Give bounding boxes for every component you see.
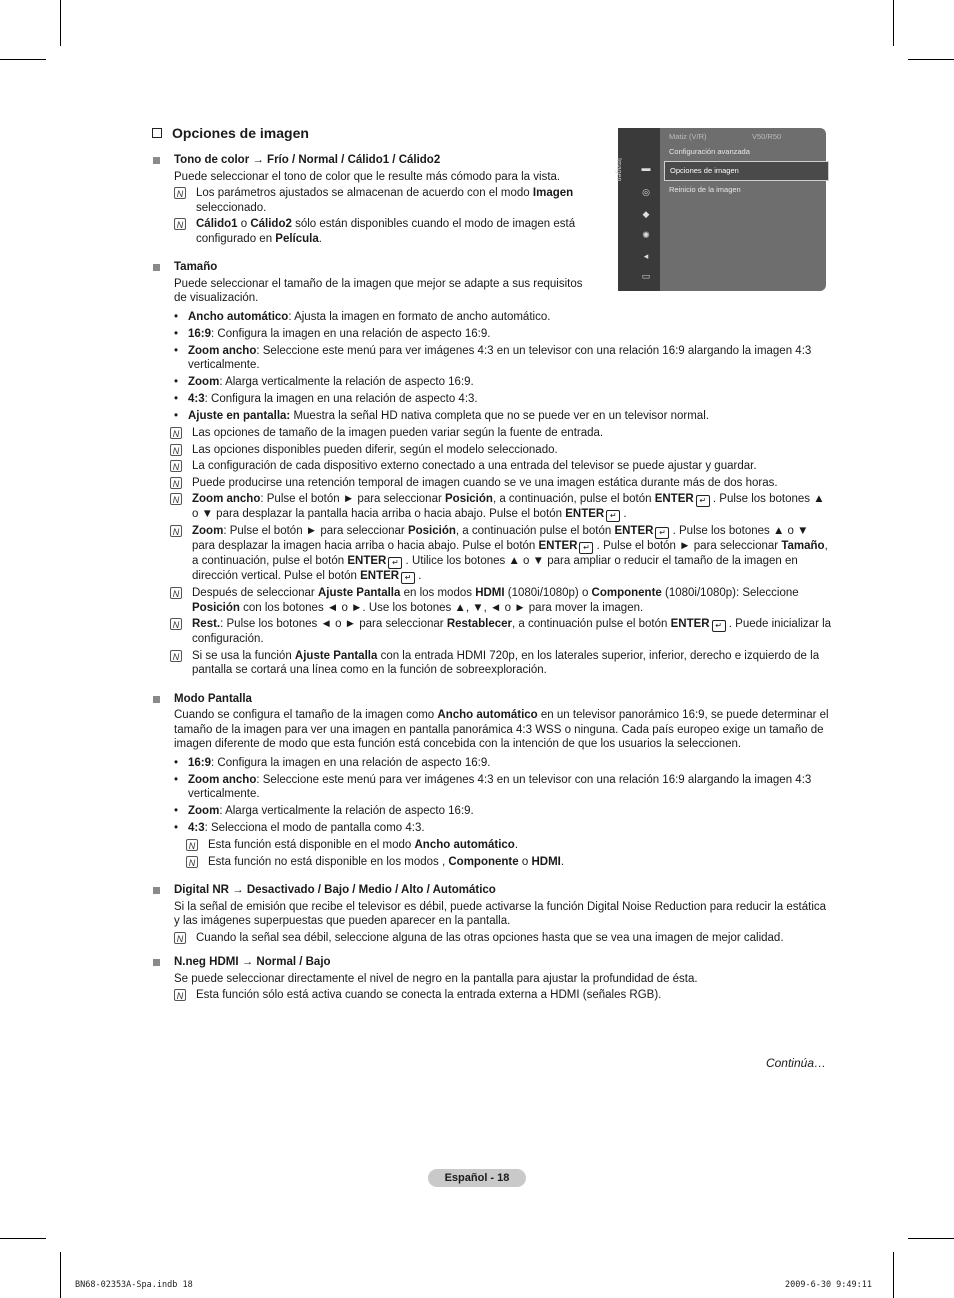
note-text: Tamaño (781, 540, 825, 552)
sound-icon: ◎ (642, 187, 650, 197)
continued-label: Continúa… (765, 1056, 826, 1070)
crop-mark (60, 1252, 61, 1298)
item-desc: Puede seleccionar el tono de color que le resulte más cómodo para la vista. (174, 170, 561, 183)
note-text: Después de seleccionar (192, 587, 318, 599)
section-title (152, 125, 309, 141)
note-text: ENTER (565, 508, 605, 520)
note-text: ENTER (347, 555, 387, 567)
note-text: Película (275, 232, 319, 245)
note (186, 855, 832, 870)
item-desc-text: Cuando se configura el tamaño de la imagen como (174, 709, 438, 721)
note-text: Cuando la señal sea débil, seleccione alguna de las otras opciones hasta que se vea una imagen de mejor calidad. (196, 931, 784, 944)
note (174, 988, 832, 1003)
note-text: , a continuación, pulse el botón (192, 540, 828, 567)
item-title: Modo Pantalla (174, 692, 252, 705)
crop-mark (0, 1238, 46, 1239)
item-desc (174, 708, 832, 752)
note-icon: N (170, 427, 182, 439)
list-item-text: Muestra la señal HD nativa completa que no se puede ver en un televisor normal. (290, 410, 709, 422)
note-text: . Utilice los botones ▲ o ▼ para ampliar o reducir el tamaño de la imagen en dirección vertical. Pulse el botón (192, 555, 798, 582)
enter-icon: ↵ (696, 495, 710, 507)
page-number-badge: Español - 18 (428, 1169, 526, 1187)
bullet-list (174, 310, 832, 424)
setup-icon: ✺ (642, 230, 650, 240)
crop-mark (0, 59, 46, 60)
note-text: Zoom ancho (192, 493, 261, 505)
note-text: Posición (192, 601, 240, 614)
note (170, 476, 832, 491)
picture-icon: ▬ (641, 163, 651, 173)
note-text: , a continuación pulse el botón (512, 618, 671, 630)
section-title-text: Opciones de imagen (172, 125, 309, 141)
bullet-list (174, 756, 832, 836)
note-text: . (560, 855, 565, 868)
note-text: HDMI (475, 587, 505, 599)
note (170, 617, 832, 647)
item-title: Tono de color → Frío / Normal / Cálido1 / Cálido2 (174, 154, 441, 166)
note-icon: N (170, 444, 182, 456)
tv-menu-row-value: V50/R50 (752, 132, 782, 141)
note-text: Rest. (192, 618, 221, 630)
list-item-text: : Configura la imagen en una relación de aspecto 4:3. (204, 393, 478, 405)
note-text: Esta función está disponible en el modo (208, 839, 415, 851)
list-item-bold: Zoom (188, 805, 220, 817)
note-text: Esta función no está disponible en los modos , (208, 855, 449, 868)
note (170, 426, 832, 441)
crop-mark (908, 1238, 954, 1239)
note-text: ENTER (538, 540, 578, 552)
note-text: Posición (445, 493, 493, 505)
note-text: ENTER (654, 493, 694, 505)
item-desc-text: Ancho automático (437, 709, 538, 721)
bullet-square-icon (153, 157, 160, 164)
list-item-bold: 16:9 (188, 327, 212, 340)
note-text: Posición (407, 525, 456, 537)
note-text: Si se usa la función (192, 649, 295, 662)
note-icon: N (170, 650, 182, 662)
note-text: Las opciones disponibles pueden diferir, según el modelo seleccionado. (192, 443, 558, 456)
enter-icon: ↵ (401, 572, 415, 584)
note-text: o (237, 218, 251, 230)
note-text: en los modos (400, 587, 476, 599)
list-item (174, 375, 832, 390)
enter-icon: ↵ (712, 620, 726, 632)
item-nneg-hdmi (152, 955, 832, 1003)
note-text: : Pulse los botones ◄ o ► para seleccionar (220, 618, 447, 630)
list-item-text: : Ajusta la imagen en formato de ancho automático. (288, 310, 551, 323)
note-text: Esta función sólo está activa cuando se conecta la entrada externa a HDMI (señales RGB). (196, 989, 662, 1001)
note-text: : Pulse el botón ► para seleccionar (223, 525, 408, 537)
note-text: HDMI (531, 855, 561, 868)
list-item (174, 756, 832, 771)
crop-mark (893, 1252, 894, 1298)
note (174, 186, 614, 215)
list-item-bold: Zoom ancho (188, 344, 257, 357)
note-icon: N (170, 587, 182, 599)
bullet-square-icon (153, 696, 160, 703)
note-icon: N (174, 218, 186, 230)
note-icon: N (186, 839, 198, 851)
list-item-text: : Seleccione este menú para ver imágenes 4:3 en un televisor con una relación 16:9 alargando la imagen 4:3 verticalmente. (188, 773, 812, 800)
note (170, 524, 832, 584)
list-item-text: : Configura la imagen en una relación de aspecto 16:9. (211, 756, 491, 769)
note-text: con la entrada HDMI 720p, en los laterales superior, inferior, derecho e izquierdo de la pantalla se cortará una línea como en la función de sobreexploración. (192, 649, 820, 676)
tv-menu-row-label: Configuración avanzada (669, 147, 750, 156)
checkbox-icon (152, 128, 162, 138)
enter-icon: ↵ (606, 510, 620, 522)
list-item (174, 409, 832, 424)
note-text: . (318, 232, 322, 245)
bullet-square-icon (153, 887, 160, 894)
note-text: (1080i/1080p) o (504, 587, 592, 599)
tv-menu-row-label: Matiz (V/R) (669, 132, 707, 141)
note (170, 586, 832, 615)
item-desc: Puede seleccionar el tamaño de la imagen que mejor se adapte a sus requisitos de visualización. (174, 277, 583, 304)
note-text: . (514, 839, 519, 851)
list-item-bold: Ancho automático (188, 310, 289, 323)
item-desc-text: en un televisor panorámico 16:9, se puede determinar el tamaño de la imagen para ver una imagen en pantalla panorámica 4:3 WSS o ninguna. Cada país europeo exige un tamaño de imagen diferente de modo que esta función está concebida con la intención de que los usuarios la seleccionen. (174, 709, 829, 750)
item-title: Digital NR → Desactivado / Bajo / Medio / Alto / Automático (174, 884, 496, 896)
list-item (174, 821, 832, 836)
note-text: Ajuste Pantalla (317, 587, 401, 599)
note-text: ENTER (614, 525, 654, 537)
list-item (174, 392, 832, 407)
item-tono-de-color (152, 153, 614, 246)
note-text: sólo están disponibles cuando el modo de imagen está configurado en (196, 218, 576, 245)
item-desc: Si la señal de emisión que recibe el televisor es débil, puede activarse la función Digital Noise Reduction para reducir la estática y las imágenes superpuestas que pueden aparecer en la pantalla. (174, 900, 827, 927)
item-digital-nr (152, 883, 832, 945)
note-icon: N (174, 187, 186, 199)
note-text: . Pulse el botón ► para seleccionar (593, 540, 782, 552)
enter-icon: ↵ (579, 542, 593, 554)
print-date-info: 2009-6-30 9:49:11 (785, 1280, 872, 1290)
list-item (174, 804, 832, 819)
application-icon: ▭ (641, 271, 651, 281)
list-item (174, 773, 832, 802)
note-text: (1080i/1080p): Seleccione (661, 587, 799, 599)
note-text: La configuración de cada dispositivo externo conectado a una entrada del televisor se puede ajustar y guardar. (192, 460, 757, 472)
note-text: ENTER (670, 618, 710, 630)
note-text: seleccionado. (196, 201, 267, 214)
note-text: ENTER (360, 570, 400, 582)
list-item (174, 344, 832, 373)
note-text: Ancho automático (414, 839, 515, 851)
item-title: Tamaño (174, 261, 218, 273)
item-title: N.neg HDMI → Normal / Bajo (174, 956, 331, 968)
item-modo-pantalla (152, 692, 832, 870)
tv-menu-row-label: Opciones de imagen (670, 166, 739, 175)
note-text: Los parámetros ajustados se almacenan de acuerdo con el modo (196, 187, 533, 199)
enter-icon: ↵ (655, 527, 669, 539)
note-text: o (518, 855, 532, 868)
note-text: Cálido1 (196, 218, 238, 230)
crop-mark (908, 59, 954, 60)
list-item-bold: 16:9 (188, 756, 212, 769)
list-item-text: : Configura la imagen en una relación de aspecto 16:9. (211, 327, 491, 340)
tv-menu-row-label: Reinicio de la imagen (669, 185, 741, 194)
input-icon: ◂ (643, 251, 649, 261)
main-content (152, 153, 832, 1013)
crop-mark (60, 0, 61, 46)
list-item-bold: Zoom (188, 376, 220, 388)
list-item (174, 310, 832, 325)
note-icon: N (174, 932, 186, 944)
note-icon: N (170, 618, 182, 630)
note-text: con los botones ◄ o ►. Use los botones ▲, ▼, ◄ o ► para mover la imagen. (239, 601, 644, 614)
list-item-bold: 4:3 (188, 393, 205, 405)
item-desc: Se puede seleccionar directamente el nivel de negro en la pantalla para ajustar la profundidad de ésta. (174, 972, 698, 985)
note-text: Componente (591, 587, 662, 599)
note-text: Ajuste Pantalla (294, 649, 378, 662)
note (174, 217, 614, 246)
list-item-bold: 4:3 (188, 822, 205, 834)
note (170, 459, 832, 474)
note-text: . Pulse los botones ▲ o ▼ para desplazar la imagen hacia arriba o hacia abajo. Pulse el botón (192, 525, 809, 552)
note-icon: N (170, 477, 182, 489)
item-tamano (152, 260, 832, 678)
list-item-text: : Alarga verticalmente la relación de aspecto 16:9. (219, 805, 474, 817)
tv-menu-category: Imagen (615, 158, 622, 182)
list-item-bold: Ajuste en pantalla: (188, 410, 291, 422)
note-icon: N (170, 460, 182, 472)
note (170, 649, 832, 678)
channel-icon: ◆ (642, 209, 650, 219)
note-text: Puede producirse una retención temporal de imagen cuando se ve una imagen estática durante más de dos horas. (192, 476, 778, 489)
list-item (174, 327, 832, 342)
note-text: . Pulse los botones ▲ o ▼ para desplazar la pantalla hacia arriba o hacia abajo. Pulse el botón (192, 493, 825, 520)
enter-icon: ↵ (388, 557, 402, 569)
bullet-square-icon (153, 264, 160, 271)
note-text: , a continuación pulse el botón (455, 525, 615, 537)
note-text: Imagen (532, 187, 574, 199)
note-text: Restablecer (446, 618, 513, 630)
list-item-text: : Alarga verticalmente la relación de aspecto 16:9. (219, 376, 474, 388)
list-item-bold: Zoom ancho (188, 773, 257, 786)
note (186, 838, 832, 853)
print-file-info: BN68-02353A-Spa.indb 18 (75, 1280, 193, 1290)
note-text: , a continuación, pulse el botón (492, 493, 655, 505)
crop-mark (893, 0, 894, 46)
note-icon: N (186, 856, 198, 868)
list-item-text: : Selecciona el modo de pantalla como 4:3. (204, 822, 425, 834)
note-text: Cálido2 (250, 218, 292, 230)
note-text: Componente (448, 855, 519, 868)
note-text: . Puede inicializar la configuración. (192, 618, 832, 645)
note-icon: N (170, 493, 182, 505)
note-text: Las opciones de tamaño de la imagen pueden variar según la fuente de entrada. (192, 427, 604, 439)
note-text: . (415, 570, 422, 582)
note-icon: N (174, 989, 186, 1001)
note (170, 492, 832, 522)
note-text: Zoom (192, 525, 224, 537)
note (170, 443, 832, 458)
bullet-square-icon (153, 959, 160, 966)
note-text: : Pulse el botón ► para seleccionar (260, 493, 445, 505)
list-item-text: : Seleccione este menú para ver imágenes 4:3 en un televisor con una relación 16:9 alargando la imagen 4:3 verticalmente. (188, 344, 812, 371)
note (174, 931, 832, 946)
note-icon: N (170, 525, 182, 537)
note-text: . (620, 508, 627, 520)
